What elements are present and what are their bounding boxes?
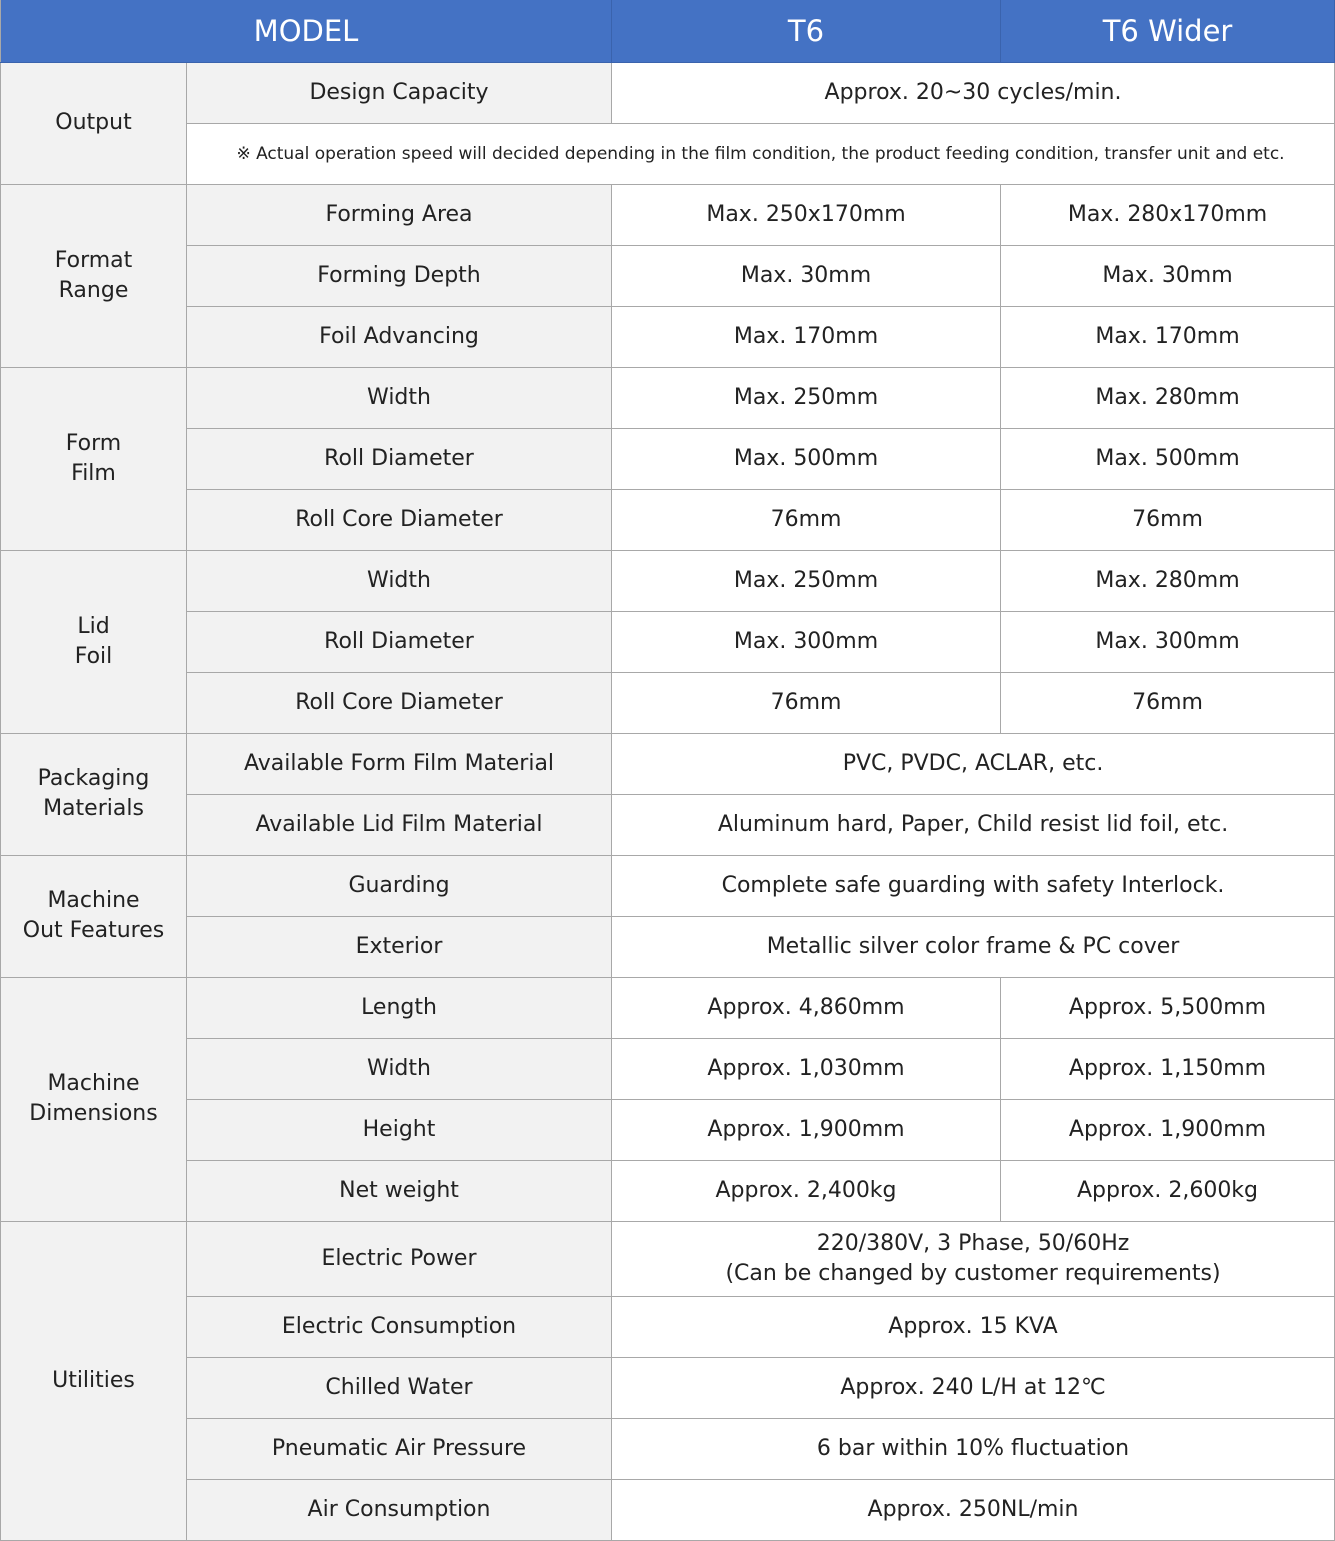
category-line: Out Features (22, 918, 165, 943)
table-row (1, 123, 1335, 184)
category-machine-out-features (1, 855, 187, 977)
table-row (1, 1099, 1335, 1160)
spec-label: Roll Core Diameter (187, 672, 612, 733)
t6-wider-value: Approx. 1,150mm (1001, 1038, 1335, 1099)
table-row (1, 550, 1335, 611)
category-line: Foil (74, 643, 113, 669)
category-line: Lid (77, 613, 110, 639)
t6-value: Approx. 1,030mm (612, 1038, 1001, 1099)
t6-value: Max. 250mm (612, 367, 1001, 428)
t6-value: Max. 250x170mm (612, 184, 1001, 245)
spec-value: Approx. 20~30 cycles/min. (612, 62, 1335, 123)
spec-label: Net weight (187, 1160, 612, 1221)
t6-wider-value: Max. 280x170mm (1001, 184, 1335, 245)
output-note: ※ Actual operation speed will decided depending in the film condition, the product feeding condition, transfer unit and etc. (187, 123, 1335, 184)
t6-value: Approx. 4,860mm (612, 977, 1001, 1038)
table-row (1, 306, 1335, 367)
t6-wider-value: Max. 170mm (1001, 306, 1335, 367)
t6-wider-value: Max. 280mm (1001, 550, 1335, 611)
spec-value: 6 bar within 10% fluctuation (612, 1418, 1335, 1479)
table-row (1, 977, 1335, 1038)
t6-wider-value: Max. 30mm (1001, 245, 1335, 306)
spec-label: Forming Area (187, 184, 612, 245)
table-row (1, 733, 1335, 794)
table-row (1, 62, 1335, 123)
t6-wider-header: T6 Wider (1001, 0, 1335, 62)
spec-label: Available Lid Film Material (187, 794, 612, 855)
t6-value: Max. 250mm (612, 550, 1001, 611)
spec-label: Chilled Water (187, 1357, 612, 1418)
spec-label: Electric Consumption (187, 1296, 612, 1357)
t6-value: Max. 170mm (612, 306, 1001, 367)
t6-wider-value: Max. 280mm (1001, 367, 1335, 428)
t6-wider-value: 76mm (1001, 489, 1335, 550)
spec-value: Metallic silver color frame & PC cover (612, 916, 1335, 977)
category-lid-foil (1, 550, 187, 733)
t6-header: T6 (612, 0, 1001, 62)
table-row (1, 611, 1335, 672)
model-header: MODEL (1, 0, 612, 62)
spec-label: Foil Advancing (187, 306, 612, 367)
t6-value: Approx. 2,400kg (612, 1160, 1001, 1221)
t6-wider-value: Approx. 5,500mm (1001, 977, 1335, 1038)
table-row (1, 1418, 1335, 1479)
t6-value: 76mm (612, 672, 1001, 733)
table-row (1, 428, 1335, 489)
table-row (1, 1221, 1335, 1296)
table-row (1, 672, 1335, 733)
spec-label: Guarding (187, 855, 612, 916)
spec-label: Design Capacity (187, 62, 612, 123)
spec-value: Complete safe guarding with safety Interlock. (612, 855, 1335, 916)
t6-value: Max. 300mm (612, 611, 1001, 672)
spec-label: Roll Diameter (187, 428, 612, 489)
t6-value: Approx. 1,900mm (612, 1099, 1001, 1160)
category-machine-dimensions (1, 977, 187, 1221)
table-row (1, 367, 1335, 428)
spec-label: Air Consumption (187, 1479, 612, 1540)
table-row (1, 1357, 1335, 1418)
spec-label: Forming Depth (187, 245, 612, 306)
t6-value: Max. 500mm (612, 428, 1001, 489)
spec-label: Roll Core Diameter (187, 489, 612, 550)
category-line: Form (65, 430, 122, 456)
spec-value: Approx. 240 L/H at 12℃ (612, 1357, 1335, 1418)
spec-label: Width (187, 367, 612, 428)
t6-wider-value: 76mm (1001, 672, 1335, 733)
category-packaging-materials (1, 733, 187, 855)
spec-value (612, 1221, 1335, 1296)
table-row (1, 245, 1335, 306)
category-line: Dimensions (29, 1101, 158, 1126)
t6-wider-value: Max. 300mm (1001, 611, 1335, 672)
spec-label: Exterior (187, 916, 612, 977)
spec-value: Approx. 250NL/min (612, 1479, 1335, 1540)
spec-label: Pneumatic Air Pressure (187, 1418, 612, 1479)
t6-wider-value: Max. 500mm (1001, 428, 1335, 489)
header-row (1, 0, 1335, 62)
spec-value: Approx. 15 KVA (612, 1296, 1335, 1357)
category-line: Packaging (37, 766, 150, 791)
table-row (1, 916, 1335, 977)
t6-value: 76mm (612, 489, 1001, 550)
category-line: Machine (47, 1071, 140, 1096)
category-line: Range (58, 277, 129, 303)
table-row (1, 184, 1335, 245)
spec-label: Height (187, 1099, 612, 1160)
spec-label: Length (187, 977, 612, 1038)
category-line: Film (71, 460, 116, 486)
category-form-film (1, 367, 187, 550)
t6-value: Max. 30mm (612, 245, 1001, 306)
spec-label: Electric Power (187, 1221, 612, 1296)
power-line: 220/380V, 3 Phase, 50/60Hz (816, 1230, 1130, 1256)
spec-label: Available Form Film Material (187, 733, 612, 794)
table-row (1, 855, 1335, 916)
spec-value: Aluminum hard, Paper, Child resist lid foil, etc. (612, 794, 1335, 855)
category-utilities: Utilities (1, 1221, 187, 1540)
category-format-range (1, 184, 187, 367)
category-line: Format (54, 247, 133, 273)
spec-value: PVC, PVDC, ACLAR, etc. (612, 733, 1335, 794)
category-line: Materials (43, 796, 144, 821)
category-output: Output (1, 62, 187, 184)
t6-wider-value: Approx. 2,600kg (1001, 1160, 1335, 1221)
table-row (1, 1479, 1335, 1540)
spec-label: Roll Diameter (187, 611, 612, 672)
table-row (1, 1296, 1335, 1357)
category-line: Machine (47, 888, 140, 913)
spec-label: Width (187, 1038, 612, 1099)
table-row (1, 1160, 1335, 1221)
table-row (1, 1038, 1335, 1099)
table-row (1, 489, 1335, 550)
spec-label: Width (187, 550, 612, 611)
power-line: (Can be changed by customer requirements) (725, 1260, 1221, 1286)
t6-wider-value: Approx. 1,900mm (1001, 1099, 1335, 1160)
table-row (1, 794, 1335, 855)
